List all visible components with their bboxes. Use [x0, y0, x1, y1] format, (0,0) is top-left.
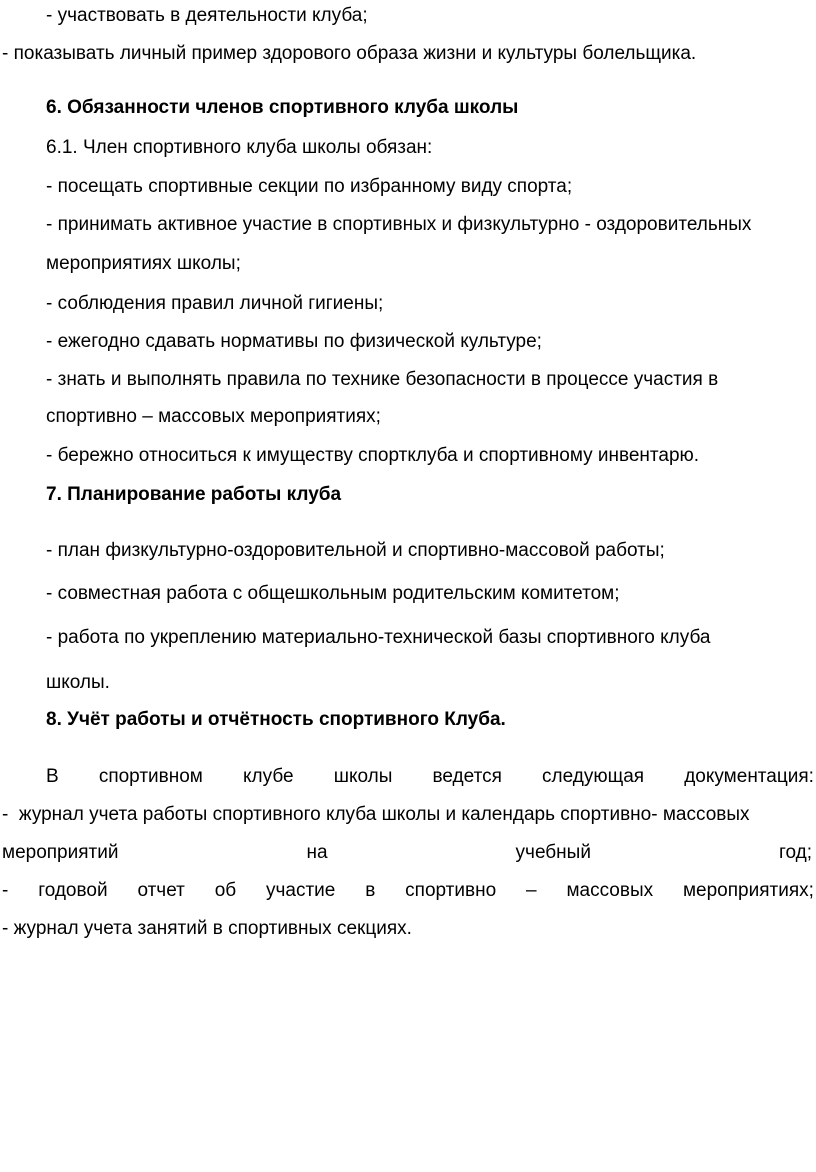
justified-line	[2, 841, 812, 865]
text-line: - бережно относиться к имуществу спортклуба и спортивному инвентарю.	[46, 445, 700, 466]
text-line: - показывать личный пример здорового образа жизни и культуры болельщика.	[2, 43, 697, 64]
word: учебный	[515, 842, 591, 863]
word: в	[365, 880, 376, 901]
word: спортивно-	[560, 804, 658, 825]
text-line	[2, 803, 750, 827]
text-line: - участвовать в деятельности клуба;	[46, 5, 368, 26]
text-line: спортивно – массовых мероприятиях;	[46, 406, 381, 427]
word: спортивного	[212, 804, 321, 825]
text-line: - работа по укреплению материально-технической базы спортивного клуба	[46, 627, 711, 648]
section-heading-8: 8. Учёт работы и отчётность спортивного Клуба.	[46, 709, 506, 730]
word: клуба	[325, 804, 377, 825]
word: участие	[266, 880, 336, 901]
section-heading-6: 6. Обязанности членов спортивного клуба школы	[46, 97, 519, 118]
word: ведется	[432, 766, 502, 787]
word: школы	[333, 766, 393, 787]
word: массовых	[566, 880, 654, 901]
justified-line	[2, 879, 814, 903]
word: клубе	[243, 766, 294, 787]
word: год;	[778, 842, 812, 863]
word: спортивном	[98, 766, 203, 787]
word: и	[445, 804, 457, 825]
word: –	[526, 880, 537, 901]
text-line: - знать и выполнять правила по технике безопасности в процессе участия в	[46, 369, 719, 390]
text-line: - посещать спортивные секции по избранному виду спорта;	[46, 176, 573, 197]
word: мероприятий	[2, 842, 119, 863]
word: работы	[142, 804, 208, 825]
word: -	[2, 804, 9, 825]
word: следующая	[542, 766, 645, 787]
word: мероприятиях;	[682, 880, 814, 901]
word: отчет	[137, 880, 185, 901]
word: массовых	[662, 804, 750, 825]
text-line: 6.1. Член спортивного клуба школы обязан:	[46, 137, 433, 158]
justified-line	[46, 765, 814, 789]
word: документация:	[684, 766, 814, 787]
text-line: - соблюдения правил личной гигиены;	[46, 293, 384, 314]
word: об	[214, 880, 237, 901]
section-heading-7: 7. Планирование работы клуба	[46, 484, 342, 505]
text-line: - совместная работа с общешкольным родительским комитетом;	[46, 583, 620, 604]
word: школы	[381, 804, 441, 825]
word: журнал	[18, 804, 84, 825]
text-line: - ежегодно сдавать нормативы по физической культуре;	[46, 331, 542, 352]
text-line: - журнал учета занятий в спортивных секциях.	[2, 918, 412, 939]
word: -	[2, 880, 9, 901]
word: учета	[89, 804, 138, 825]
word: календарь	[461, 804, 555, 825]
word: годовой	[38, 880, 108, 901]
text-line: мероприятиях школы;	[46, 253, 241, 274]
word: В	[46, 766, 59, 787]
text-line: - принимать активное участие в спортивных и физкультурно - оздоровительных	[46, 214, 752, 235]
text-line: школы.	[46, 672, 110, 693]
word: спортивно	[405, 880, 497, 901]
text-line: - план физкультурно-оздоровительной и спортивно-массовой работы;	[46, 540, 665, 561]
word: на	[306, 842, 328, 863]
